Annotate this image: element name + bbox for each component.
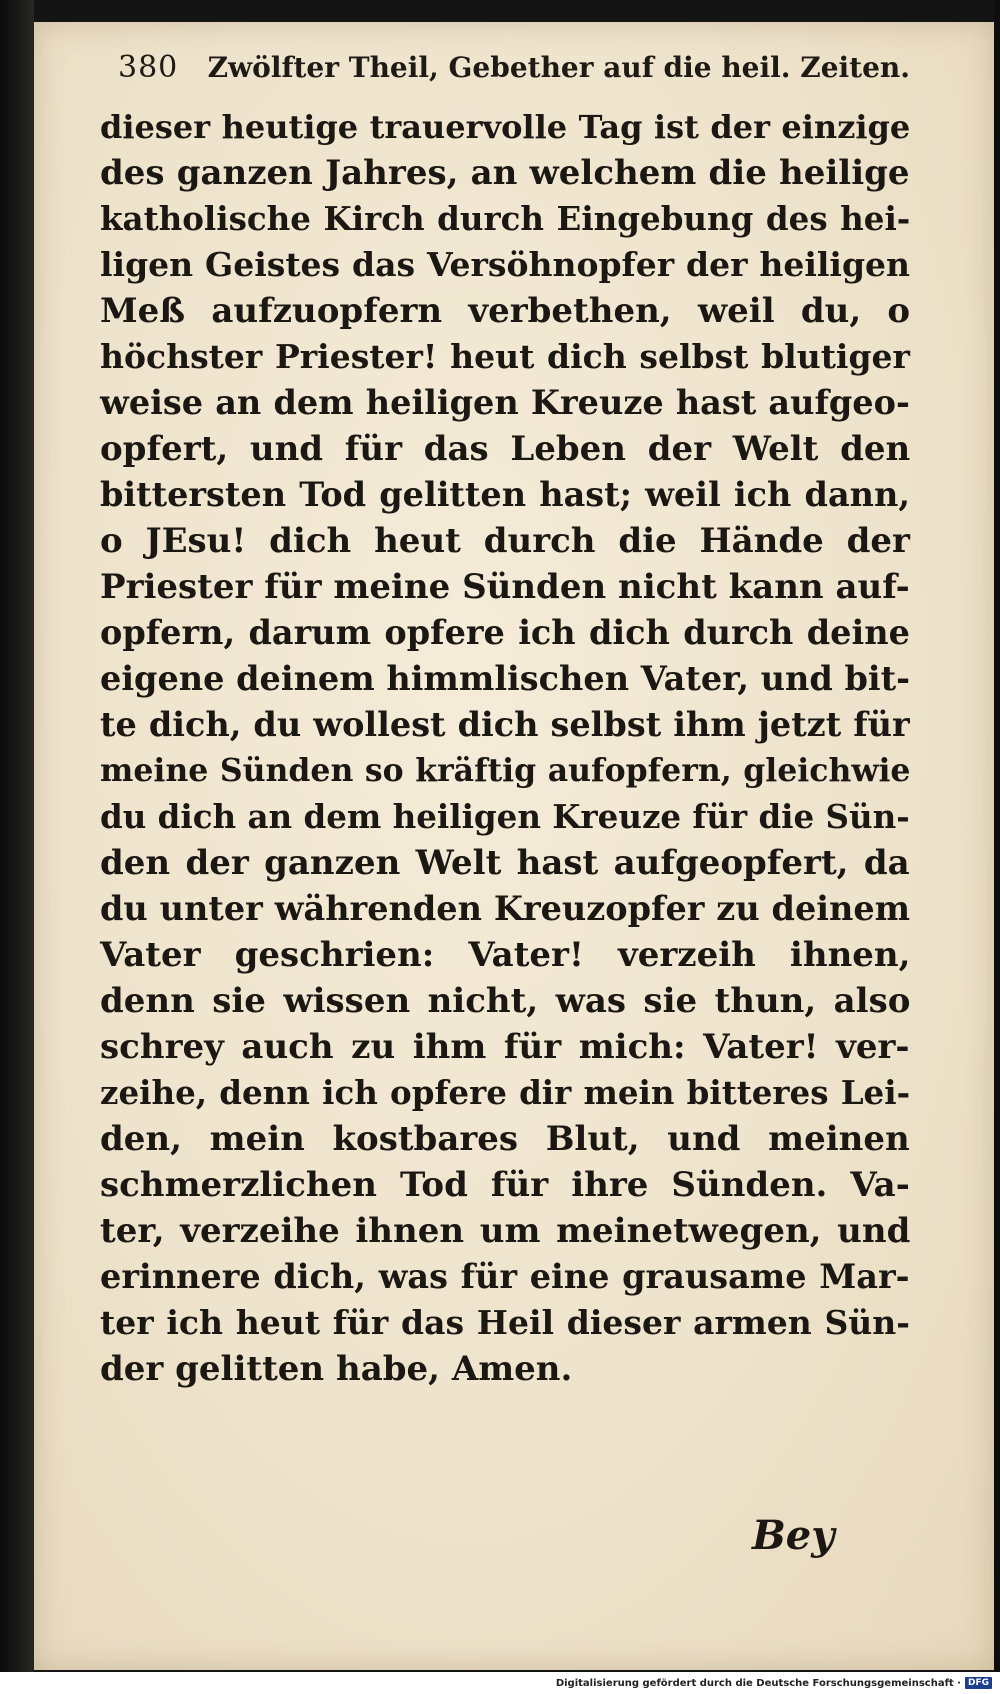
text-line-content: den, mein kostbares Blut, und meinen xyxy=(100,1119,910,1159)
text-line xyxy=(100,334,910,380)
text-line-content: dieser heutige trauervolle Tag ist der einzige xyxy=(100,108,911,146)
text-line xyxy=(100,794,910,840)
running-head: Zwölfter Theil, Gebether auf die heil. Zeiten. xyxy=(207,51,910,84)
text-line-content: weise an dem heiligen Kreuze hast aufgeo- xyxy=(100,383,910,422)
text-line-content: te dich, du wollest dich selbst ihm jetzt für xyxy=(100,705,910,744)
text-line xyxy=(100,1346,910,1392)
text-line xyxy=(100,196,910,242)
catchword: Bey xyxy=(752,1512,835,1559)
text-line-content: eigene deinem himmlischen Vater, und bit- xyxy=(100,659,911,698)
text-line-content: höchster Priester! heut dich selbst blutiger xyxy=(100,337,910,376)
text-line xyxy=(100,656,910,702)
page-number: 380 xyxy=(118,50,179,85)
text-line-content: Vater geschrien: Vater! verzeih ihnen, xyxy=(100,935,911,975)
text-line-content: du unter währenden Kreuzopfer zu deinem xyxy=(100,889,911,928)
text-line-content: katholische Kirch durch Eingebung des hei- xyxy=(100,199,911,238)
text-line-content: erinnere dich, was für eine grausame Mar- xyxy=(100,1257,910,1296)
text-line-content: des ganzen Jahres, an welchem die heilige xyxy=(100,153,910,193)
digitization-footer xyxy=(0,1672,1000,1694)
text-line xyxy=(100,932,910,978)
text-line-content: meine Sünden so kräftig aufopfern, gleichwie xyxy=(100,752,911,789)
text-line xyxy=(100,1162,910,1208)
page-header xyxy=(118,50,910,100)
text-line-content: denn sie wissen nicht, was sie thun, also xyxy=(100,981,911,1021)
text-line-content: zeihe, denn ich opfere dir mein bitteres Lei- xyxy=(100,1073,911,1112)
text-line xyxy=(100,840,910,886)
text-line-content: der gelitten habe, Amen. xyxy=(100,1349,573,1389)
text-line-content: ligen Geistes das Versöhnopfer der heiligen xyxy=(100,245,911,284)
text-line xyxy=(100,472,910,518)
text-line xyxy=(100,1024,910,1070)
text-line-content: o JEsu! dich heut durch die Hände der xyxy=(100,521,910,561)
text-line-content: schrey auch zu ihm für mich: Vater! ver- xyxy=(100,1027,910,1067)
funding-credit: Digitalisierung gefördert durch die Deutsche Forschungsgemeinschaft · xyxy=(555,1677,961,1689)
text-line xyxy=(100,564,910,610)
text-line xyxy=(100,150,910,196)
dfg-logo: DFG xyxy=(965,1677,992,1689)
text-line-content: bittersten Tod gelitten hast; weil ich dann, xyxy=(100,475,911,514)
text-line-content: opfern, darum opfere ich dich durch deine xyxy=(100,613,910,652)
text-line xyxy=(100,1116,910,1162)
text-line-content: du dich an dem heiligen Kreuze für die Sün- xyxy=(100,797,910,836)
text-line xyxy=(100,426,910,472)
text-line-content: ter, verzeihe ihnen um meinetwegen, und xyxy=(100,1211,911,1251)
text-line xyxy=(100,518,910,564)
book-binding-edge xyxy=(0,0,34,1672)
text-line xyxy=(100,886,910,932)
text-line-content: Priester für meine Sünden nicht kann auf- xyxy=(100,567,910,607)
text-line xyxy=(100,1300,910,1346)
text-line xyxy=(100,610,910,656)
text-line-content: opfert, und für das Leben der Welt den xyxy=(100,429,911,469)
text-line xyxy=(100,1070,910,1116)
text-line xyxy=(100,380,910,426)
body-text xyxy=(100,104,910,1392)
text-line-content: ter ich heut für das Heil dieser armen Sün- xyxy=(100,1303,910,1342)
text-line xyxy=(100,242,910,288)
text-line-content: schmerzlichen Tod für ihre Sünden. Va- xyxy=(100,1165,910,1205)
text-line xyxy=(100,978,910,1024)
text-line-content: den der ganzen Welt hast aufgeopfert, da xyxy=(100,843,910,883)
text-line xyxy=(100,104,910,150)
text-line-content: Meß aufzuopfern verbethen, weil du, o xyxy=(100,291,911,331)
text-line xyxy=(100,748,910,794)
scan-right-edge xyxy=(994,0,1000,1672)
text-line xyxy=(100,702,910,748)
text-line xyxy=(100,1254,910,1300)
text-line xyxy=(100,1208,910,1254)
text-line xyxy=(100,288,910,334)
